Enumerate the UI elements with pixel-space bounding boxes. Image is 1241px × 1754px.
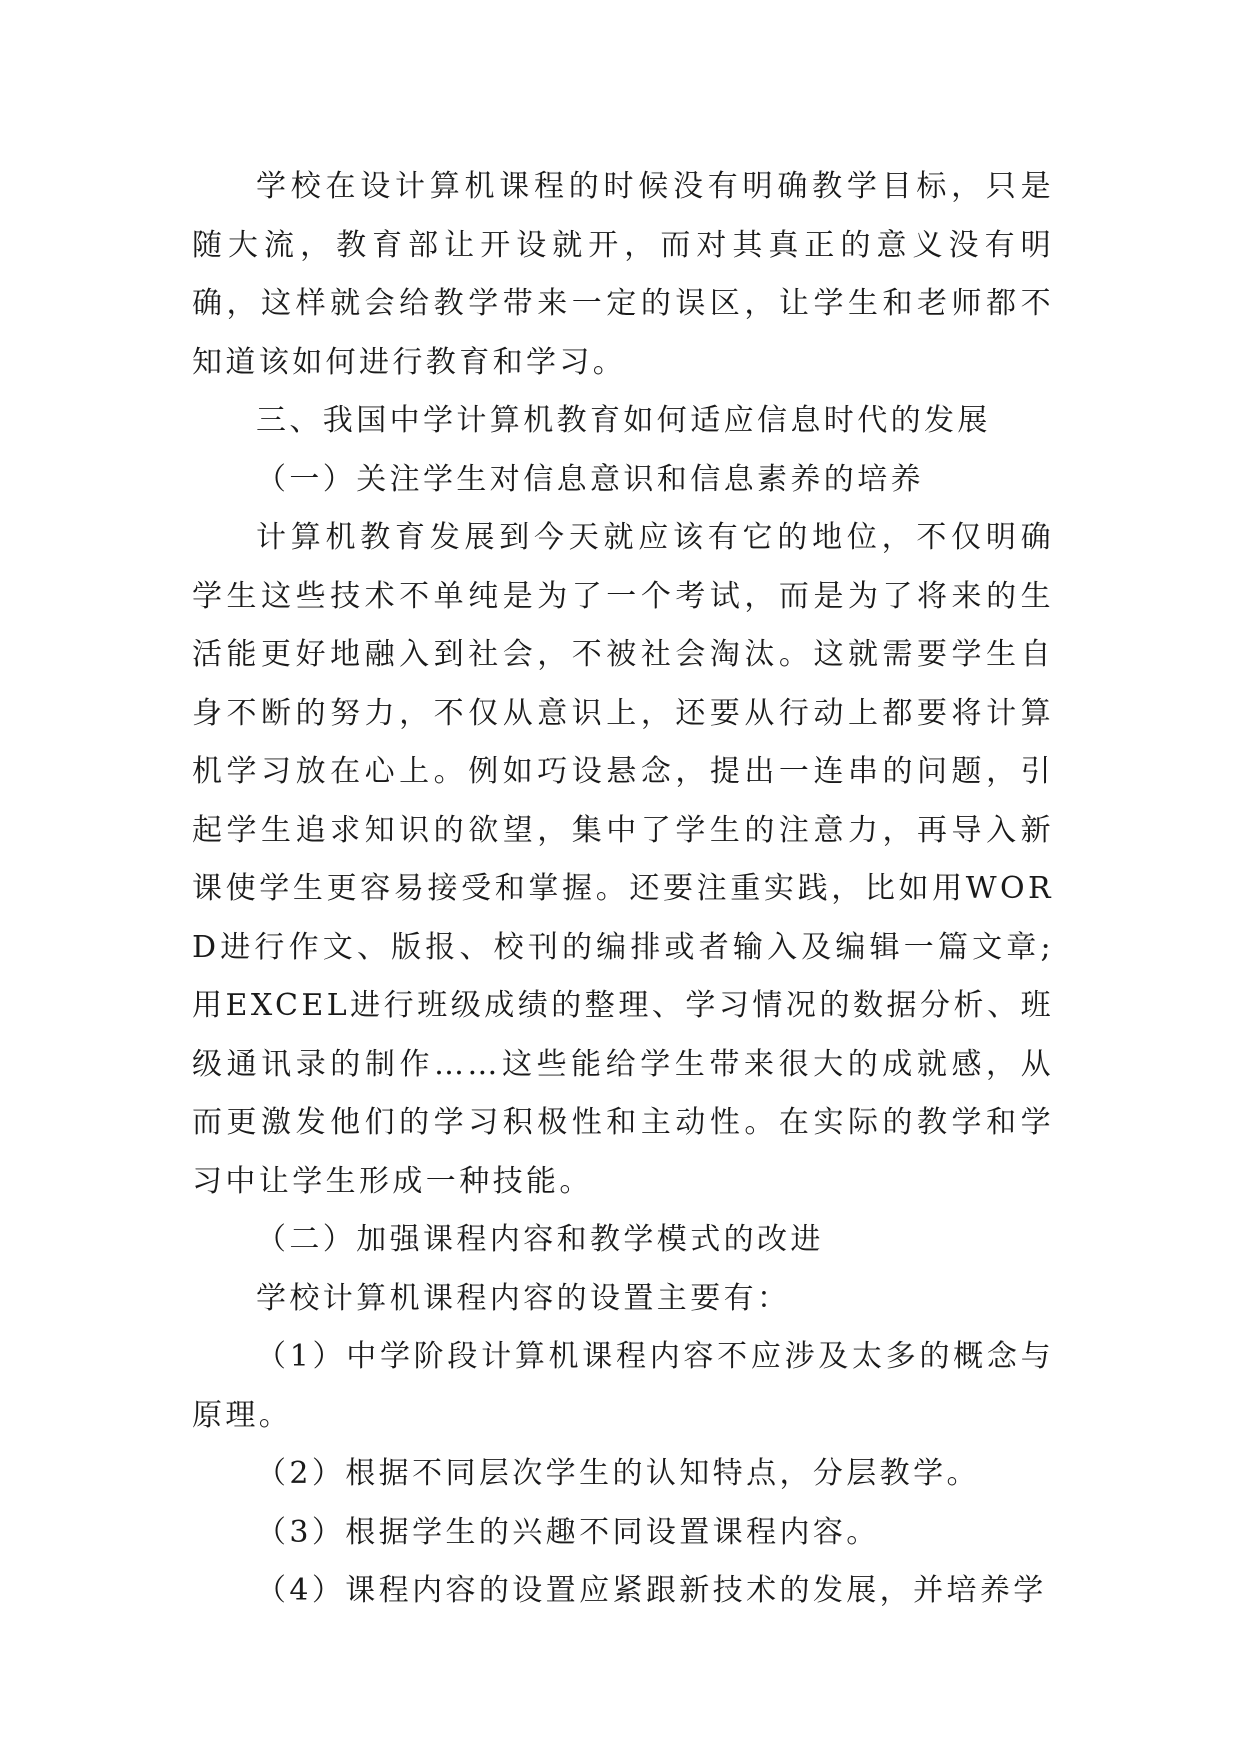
document-page	[192, 158, 1054, 1621]
subsection-heading-two: （二）加强课程内容和教学模式的改进	[256, 1222, 824, 1257]
list-item-3: （3）根据学生的兴趣不同设置课程内容。	[256, 1514, 880, 1550]
section-heading-three: 三、我国中学计算机教育如何适应信息时代的发展	[256, 403, 991, 438]
subsection-heading-one: （一）关注学生对信息意识和信息素养的培养	[256, 461, 924, 497]
paragraph-curriculum-goals: 学校在设计算机课程的时候没有明确教学目标，只是随大流，教育部让开设就开，而对其真正的意义没有明确，这样就会给教学带来一定的误区，让学生和老师都不知道该如何进行教育和学习。	[192, 169, 1054, 380]
list-item-4: （4）课程内容的设置应紧跟新技术的发展，并培养学	[256, 1573, 1047, 1608]
list-item-1: （1）中学阶段计算机课程内容不应涉及太多的概念与原理。	[192, 1339, 1054, 1433]
paragraph-information-literacy: 计算机教育发展到今天就应该有它的地位，不仅明确学生这些技术不单纯是为了一个考试，而是为了将来的生活能更好地融入到社会，不被社会淘汰。这就需要学生自身不断的努力，不仅从意识上，还要从行动上都要将计算机学习放在心上。例如巧设悬念，提出一连串的问题，引起学生追求知识的欲望，集中了学生的注意力，再导入新课使学生更容易接受和掌握。还要注重实践，比如用WORD进行作文、版报、校刊的编排或者输入及编辑一篇文章;用EXCEL进行班级成绩的整理、学习情况的数据分析、班级通讯录的制作……这些能给学生带来很大的成就感，从而更激发他们的学习积极性和主动性。在实际的教学和学习中让学生形成一种技能。	[192, 520, 1054, 1199]
paragraph-course-content-intro: 学校计算机课程内容的设置主要有：	[256, 1280, 791, 1316]
list-item-2: （2）根据不同层次学生的认知特点，分层教学。	[256, 1456, 980, 1491]
